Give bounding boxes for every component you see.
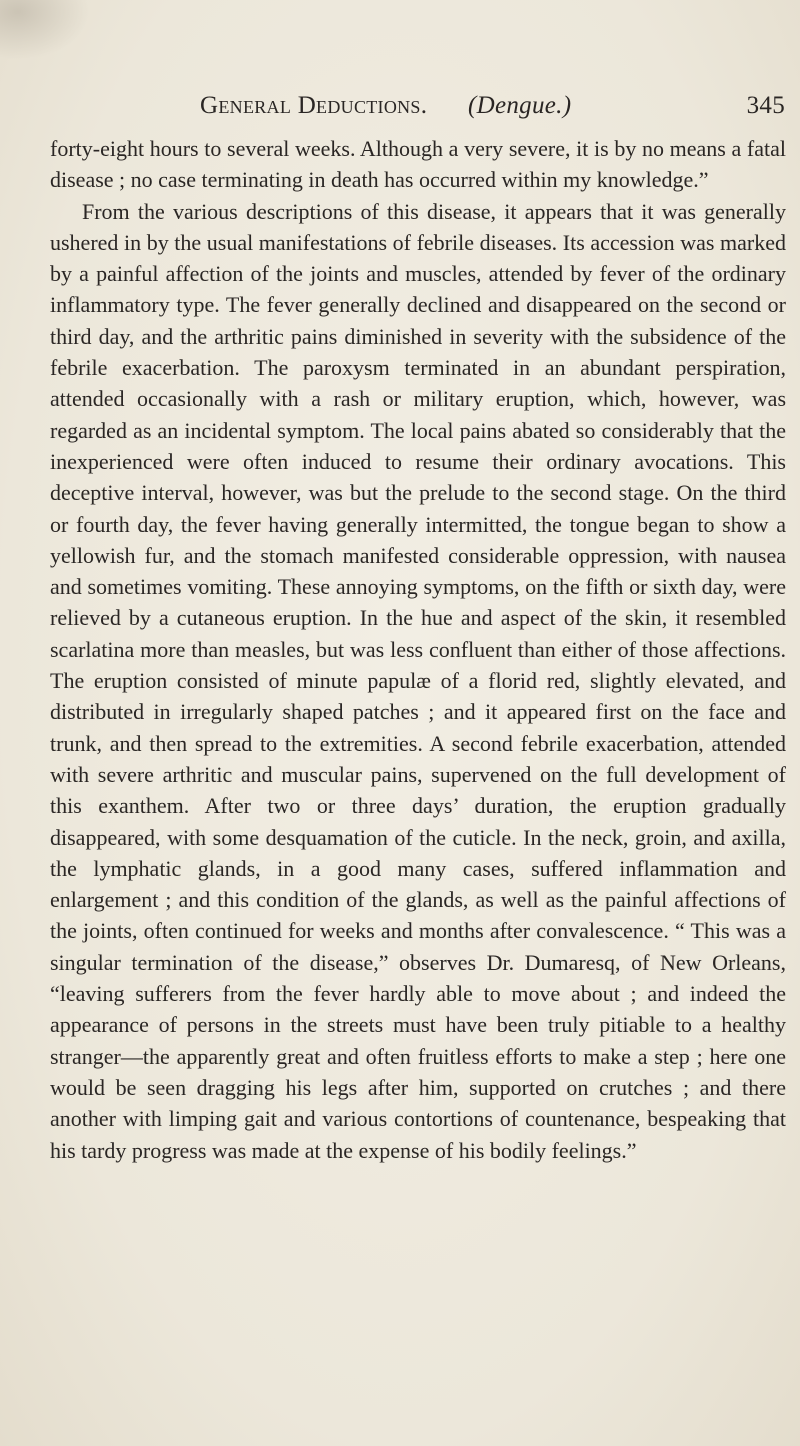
page-number: 345 [746,92,785,119]
running-header [200,92,785,132]
paragraph-description: From the various descriptions of this disease, it appears that it was generally ushered in by the usual manifestations of febrile diseases. Its accession was marked by a painful affection of the joints and muscles, attended by fever of the ordinary inflammatory type. The fever generally declined and disappeared on the second or third day, and the arthritic pains diminished in severity with the subsidence of the febrile exacerbation. The paroxysm terminated in an abundant perspiration, attended occasionally with a rash or military eruption, which, however, was regarded as an incidental symptom. The local pains abated so considerably that the inexperienced were often induced to resume their ordinary avocations. This deceptive interval, however, was but the prelude to the second stage. On the third or fourth day, the fever having generally intermitted, the tongue began to show a yellowish fur, and the stomach manifested considerable oppression, with nausea and sometimes vomiting. These annoying symptoms, on the fifth or sixth day, were relieved by a cutaneous eruption. In the hue and aspect of the skin, it resembled scarlatina more than measles, but was less confluent than either of those affections. The eruption consisted of minute papulæ of a florid red, slightly elevated, and distributed in irregularly shaped patches ; and it appeared first on the face and trunk, and then spread to the extremities. A second febrile exacerbation, attended with severe arthritic and muscular pains, supervened on the full development of this exanthem. After two or three days’ duration, the eruption gradually disappeared, with some desquamation of the cuticle. In the neck, groin, and axilla, the lymphatic glands, in a good many cases, suffered inflammation and enlargement ; and this condition of the glands, as well as the painful affections of the joints, often continued for weeks and months after convalescence. “ This was a singular termination of the disease,” observes Dr. Dumaresq, of New Orleans, “leaving sufferers from the fever hardly able to move about ; and indeed the appearance of persons in the streets must have been truly pitiable to a healthy stranger—the apparently great and often fruitless efforts to make a step ; here one would be seen dragging his legs after him, supported on crutches ; and there another with limping gait and various contortions of countenance, bespeaking that his tardy progress was made at the expense of his bodily feelings.” [50,198,786,1163]
body-text [50,133,786,1166]
paragraph-continuation: forty-eight hours to several weeks. Although a very severe, it is by no means a fatal disease ; no case terminating in death has occurred within my knowledge.” [50,136,786,193]
page-stain [0,0,90,60]
header-title: General Deductions. [200,92,428,119]
header-subtitle: (Dengue.) [468,92,572,119]
